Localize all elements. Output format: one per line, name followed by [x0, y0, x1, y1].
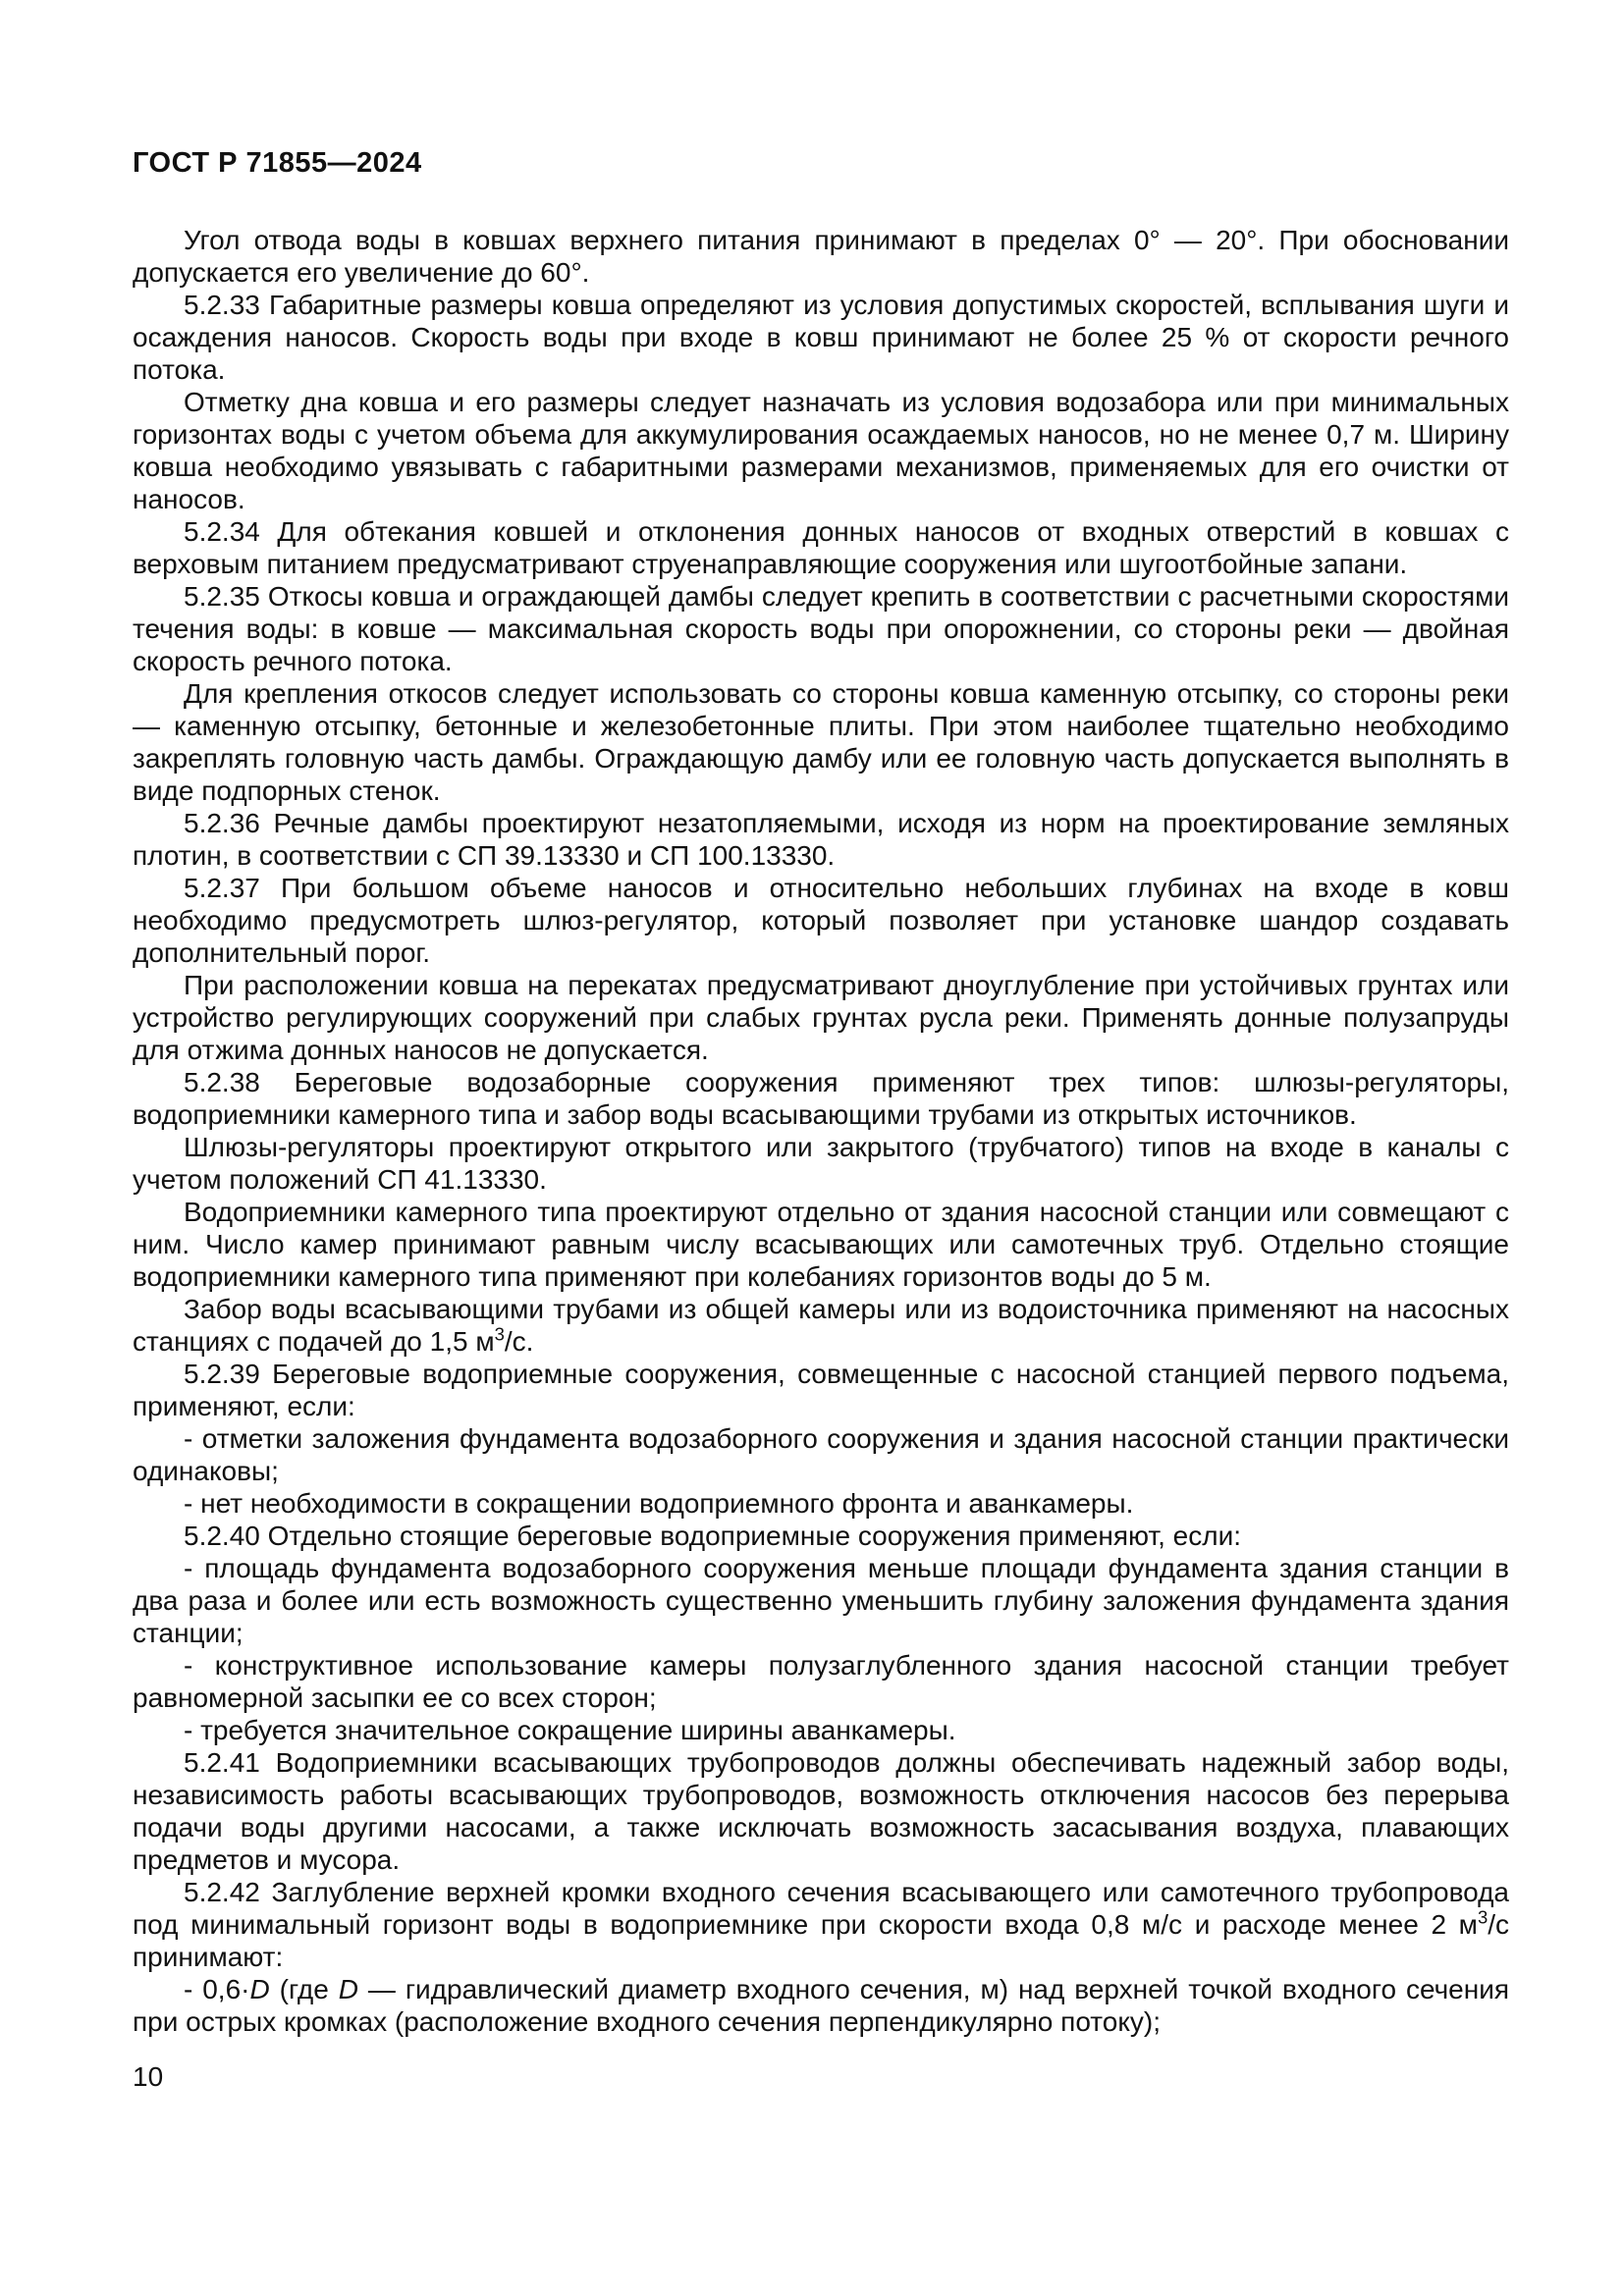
paragraph: [133, 1876, 1509, 1973]
text-run: Для крепления откосов следует использовать со стороны ковша каменную отсыпку, со стороны реки — каменную отсыпку, бетонные и железобетонные плиты. При этом наиболее тщательно необходимо закреплять головную часть дамбы. Ограждающую дамбу или ее головную часть допускается выполнять в виде подпорных стенок.: [133, 678, 1509, 806]
paragraph: [133, 1066, 1509, 1131]
standard-code-header: ГОСТ Р 71855—2024: [133, 147, 422, 179]
text-run: При расположении ковша на перекатах предусматривают дноуглубление при устойчивых грунтах или устройство регулирующих сооружений при слабых грунтах русла реки. Применять донные полузапруды для отжима донных наносов не допускается.: [133, 970, 1509, 1065]
text-run: (где: [269, 1974, 339, 2004]
paragraph: [133, 677, 1509, 807]
italic-variable: D: [249, 1974, 270, 2004]
text-run: - нет необходимости в сокращении водоприемного фронта и аванкамеры.: [184, 1488, 1134, 1519]
paragraph: [133, 1973, 1509, 2038]
text-run: /с.: [504, 1326, 534, 1357]
text-run: 5.2.38 Береговые водозаборные сооружения применяют трех типов: шлюзы-регуляторы, водоприемники камерного типа и забор воды всасывающими трубами из открытых источников.: [133, 1067, 1509, 1130]
text-run: - отметки заложения фундамента водозаборного сооружения и здания насосной станции практически одинаковы;: [133, 1423, 1509, 1486]
italic-variable: D: [338, 1974, 358, 2004]
paragraph: [133, 1746, 1509, 1876]
text-run: 5.2.41 Водоприемники всасывающих трубопроводов должны обеспечивать надежный забор воды, независимость работы всасывающих трубопроводов, возможность отключения насосов без перерыва подачи воды другими насосами, а также исключать возможность засасывания воздуха, плавающих предметов и мусора.: [133, 1747, 1509, 1875]
paragraph: [133, 386, 1509, 515]
paragraph: [133, 580, 1509, 677]
paragraph: [133, 807, 1509, 872]
text-run: /с принимают:: [133, 1909, 1509, 1972]
text-run: - 0,6·: [184, 1974, 250, 2004]
text-run: - требуется значительное сокращение ширины аванкамеры.: [184, 1715, 956, 1745]
text-run: Водоприемники камерного типа проектируют отдельно от здания насосной станции или совмещают с ним. Число камер принимают равным числу всасывающих или самотечных труб. Отдельно стоящие водоприемники камерного типа применяют при колебаниях горизонтов воды до 5 м.: [133, 1197, 1509, 1292]
text-run: — гидравлический диаметр входного сечения, м) над верхней точкой входного сечения при острых кромках (расположение входного сечения перпендикулярно потоку);: [133, 1974, 1510, 2037]
paragraph: [133, 1714, 1509, 1746]
paragraph: [133, 1196, 1509, 1293]
text-run: Угол отвода воды в ковшах верхнего питания принимают в пределах 0° — 20°. При обосновании допускается его увеличение до 60°.: [133, 225, 1509, 288]
text-run: 5.2.40 Отдельно стоящие береговые водоприемные сооружения применяют, если:: [184, 1521, 1242, 1551]
paragraph: [133, 1552, 1509, 1649]
paragraph: [133, 1422, 1509, 1487]
text-run: 5.2.39 Береговые водоприемные сооружения, совмещенные с насосной станцией первого подъема, применяют, если:: [133, 1359, 1509, 1421]
paragraph: [133, 515, 1509, 580]
paragraph: [133, 1520, 1509, 1552]
text-run: 5.2.36 Речные дамбы проектируют незатопляемыми, исходя из норм на проектирование земляных плотин, в соответствии с СП 39.13330 и СП 100.13330.: [133, 808, 1509, 871]
text-run: Шлюзы-регуляторы проектируют открытого или закрытого (трубчатого) типов на входе в каналы с учетом положений СП 41.13330.: [133, 1132, 1509, 1195]
paragraph: [133, 872, 1509, 969]
text-run: 5.2.33 Габаритные размеры ковша определяют из условия допустимых скоростей, всплывания шуги и осаждения наносов. Скорость воды при входе в ковш принимают не более 25 % от скорости речного потока.: [133, 290, 1509, 385]
paragraph: [133, 1293, 1509, 1358]
superscript-text: 3: [1477, 1906, 1489, 1928]
text-run: Отметку дна ковша и его размеры следует назначать из условия водозабора или при минимальных горизонтах воды с учетом объема для аккумулирования осаждаемых наносов, но не менее 0,7 м. Ширину ковша необходимо увязывать с габаритными размерами механизмов, применяемых для его очистки от наносов.: [133, 387, 1509, 514]
text-run: Забор воды всасывающими трубами из общей камеры или из водоисточника применяют на насосных станциях с подачей до 1,5 м: [133, 1294, 1509, 1357]
paragraph: [133, 1649, 1509, 1714]
text-run: - площадь фундамента водозаборного сооружения меньше площади фундамента здания станции в два раза и более или есть возможность существенно уменьшить глубину заложения фундамента здания станции;: [133, 1553, 1509, 1648]
paragraph: [133, 224, 1509, 289]
text-run: 5.2.34 Для обтекания ковшей и отклонения донных наносов от входных отверстий в ковшах с верховым питанием предусматривают струенаправляющие сооружения или шугоотбойные запани.: [133, 516, 1509, 579]
paragraph: [133, 289, 1509, 386]
page-number: 10: [133, 2061, 164, 2092]
paragraph: [133, 1131, 1509, 1196]
text-run: - конструктивное использование камеры полузаглубленного здания насосной станции требует равномерной засыпки ее со всех сторон;: [133, 1650, 1509, 1713]
text-run: 5.2.35 Откосы ковша и ограждающей дамбы следует крепить в соответствии с расчетными скоростями течения воды: в ковше — максимальная скорость воды при опорожнении, со стороны реки — двойная скорость речного потока.: [133, 581, 1509, 676]
paragraph: [133, 1358, 1509, 1422]
text-run: 5.2.37 При большом объеме наносов и относительно небольших глубинах на входе в ковш необходимо предусмотреть шлюз-регулятор, который позволяет при установке шандор создавать дополнительный порог.: [133, 873, 1509, 968]
document-body: [133, 224, 1509, 2038]
text-run: 5.2.42 Заглубление верхней кромки входного сечения всасывающего или самотечного трубопровода под минимальный горизонт воды в водоприемнике при скорости входа 0,8 м/с и расходе менее 2 м: [133, 1877, 1509, 1940]
paragraph: [133, 969, 1509, 1066]
paragraph: [133, 1487, 1509, 1520]
superscript-text: 3: [494, 1323, 505, 1345]
